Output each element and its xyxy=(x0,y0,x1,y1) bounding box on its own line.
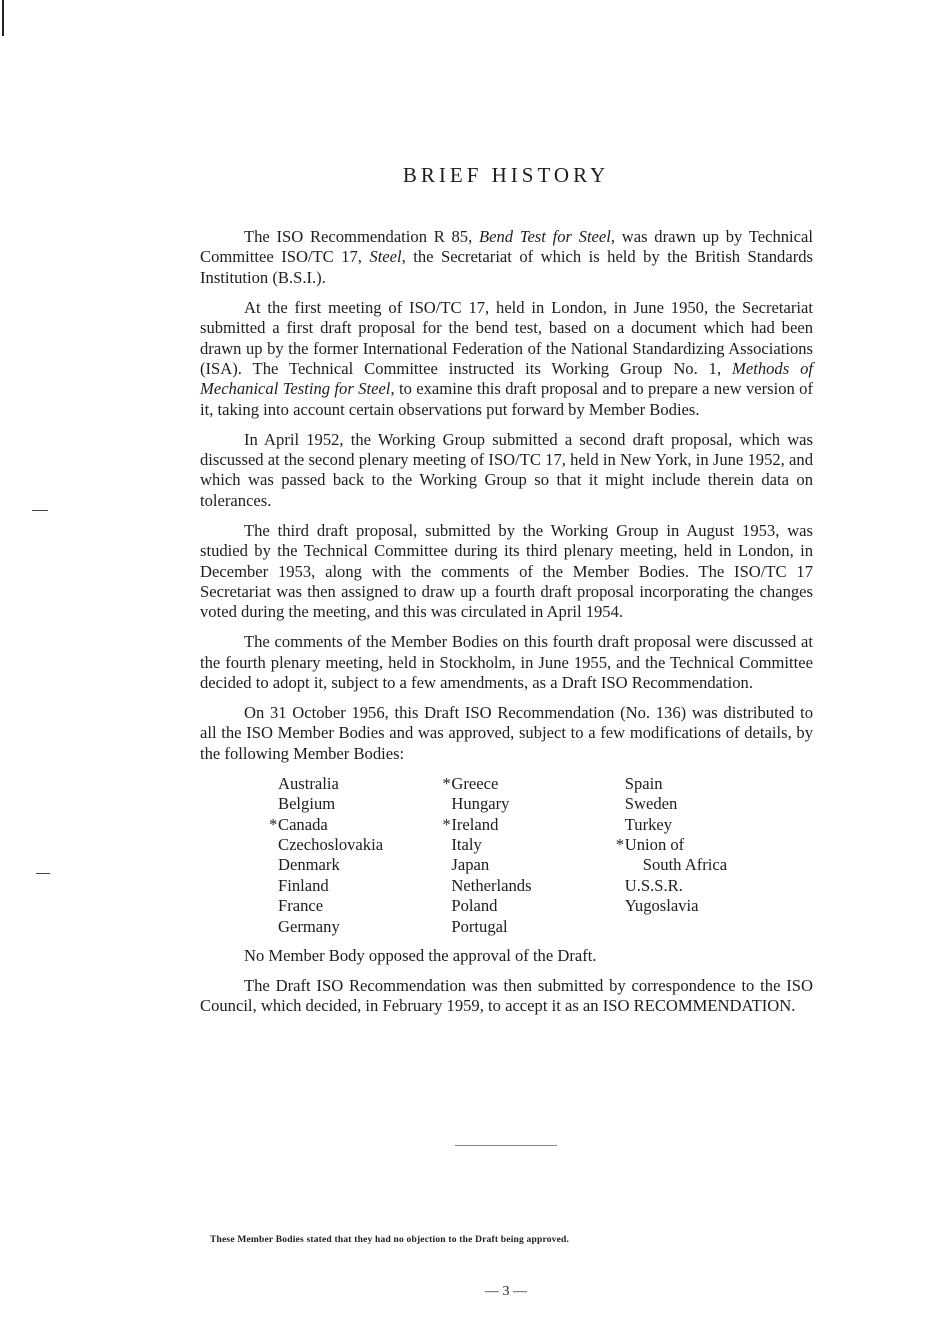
country-item: *Union of xyxy=(615,834,685,854)
country-item: Denmark xyxy=(278,855,340,875)
section-divider xyxy=(455,1145,557,1146)
country-column-2 xyxy=(442,773,624,937)
country-item: *Canada xyxy=(269,814,328,834)
paragraph-6: On 31 October 1956, this Draft ISO Recommendation (No. 136) was distributed to all the ISO Member Bodies and was approved, subject to a few modifications of details, by the following Member Bodies: xyxy=(200,703,813,763)
margin-mark xyxy=(32,510,48,511)
country-item: Netherlands xyxy=(451,875,532,895)
page-number: — 3 — xyxy=(485,1284,527,1299)
country-item: Turkey xyxy=(624,814,673,834)
country-item: *Ireland xyxy=(442,814,499,834)
country-item: Belgium xyxy=(278,794,336,814)
country-item: *Greece xyxy=(442,773,499,793)
paragraph-8: The Draft ISO Recommendation was then submitted by correspondence to the ISO Council, which decided, in February 1959, to accept it as an ISO RECOMMENDATION. xyxy=(200,975,813,1016)
scan-edge-mark xyxy=(2,0,4,36)
country-item: Poland xyxy=(451,896,498,916)
country-item: Yugoslavia xyxy=(624,896,699,916)
footnote: These Member Bodies stated that they had no objection to the Draft being approved. xyxy=(210,1235,570,1245)
country-item: Germany xyxy=(278,916,340,936)
country-item: Czechoslovakia xyxy=(278,834,384,854)
paragraph-4: The third draft proposal, submitted by the Working Group in August 1953, was studied by the Technical Committee during its third plenary meeting, held in London, in December 1953, along with the comments of the Member Bodies. The ISO/TC 17 Secretariat was then assigned to draw up a fourth draft proposal incorporating the changes voted during the meeting, and this was circulated in April 1954. xyxy=(200,520,813,622)
member-bodies-list xyxy=(200,774,813,937)
country-item: Italy xyxy=(451,834,482,854)
paragraph-7: No Member Body opposed the approval of the Draft. xyxy=(244,946,597,965)
paragraph-1: The ISO Recommendation R 85, Bend Test for Steel, was drawn up by Technical Committee ISO/TC 17, Steel, the Secretariat of which is held by the British Standards Institution (B.S.I.). xyxy=(200,227,813,287)
country-item: France xyxy=(278,896,324,916)
country-item: Sweden xyxy=(624,794,678,814)
country-item: Portugal xyxy=(451,916,508,936)
country-item: Japan xyxy=(451,855,490,875)
country-column-1 xyxy=(200,774,451,937)
country-item: Hungary xyxy=(451,794,510,814)
country-item: Spain xyxy=(624,773,663,793)
paragraph-3: In April 1952, the Working Group submitted a second draft proposal, which was discussed at the second plenary meeting of ISO/TC 17, held in New York, in June 1952, and which was passed back to the Working Group so that it might include therein data on tolerances. xyxy=(200,429,813,510)
country-item: Australia xyxy=(278,773,339,793)
country-column-3 xyxy=(615,773,813,937)
paragraph-2: At the first meeting of ISO/TC 17, held in London, in June 1950, the Secretariat submitted a first draft proposal for the bend test, based on a document which had been drawn up by the former International Federation of the National Standardizing Associations (ISA). The Technical Committee instructed its Working Group No. 1, Methods of Mechanical Testing for Steel, to examine this draft proposal and to prepare a new version of it, taking into account certain observations put forward by Member Bodies. xyxy=(200,297,814,419)
country-item: Finland xyxy=(278,875,329,895)
country-item: South Africa xyxy=(642,855,728,875)
page-title: BRIEF HISTORY xyxy=(402,163,610,187)
country-item: U.S.S.R. xyxy=(624,875,683,895)
document-body xyxy=(200,227,813,1017)
margin-mark xyxy=(36,873,50,874)
paragraph-5: The comments of the Member Bodies on this fourth draft proposal were discussed at the fourth plenary meeting, held in Stockholm, in June 1955, and the Technical Committee decided to adopt it, subject to a few amendments, as a Draft ISO Recommendation. xyxy=(200,632,813,693)
